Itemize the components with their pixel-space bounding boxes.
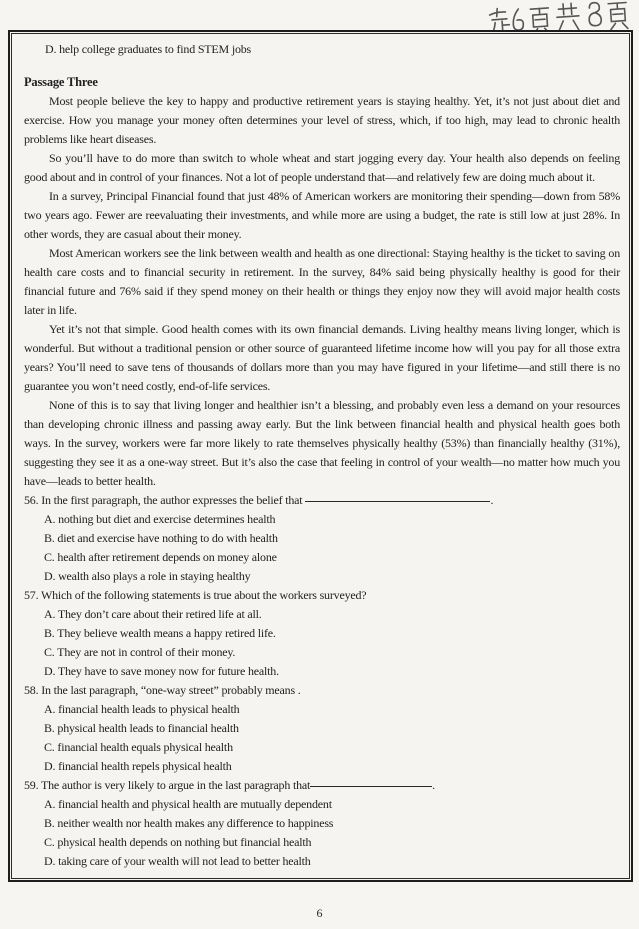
question-58 (24, 681, 620, 776)
passage-paragraph-2: So you’ll have to do more than switch to whole wheat and start jogging every day. Your health also depends on feeling good about and in control of your finances. Not a lot of people understand that—and relatively few are doing much about it. (24, 151, 620, 184)
question-57 (24, 586, 620, 681)
question-56-stem-text: 56. In the first paragraph, the author expresses the belief that (24, 493, 303, 507)
page-border-frame (8, 30, 633, 882)
question-59 (24, 776, 620, 871)
page-content (24, 40, 620, 871)
question-59-option-d: D. taking care of your wealth will not lead to better health (44, 854, 311, 868)
passage-paragraph-1: Most people believe the key to happy and productive retirement years is staying healthy. Yet, it’s not just about diet and exercise. How you manage your money often determines your level of stress, which, if too high, may lead to chronic health problems like heart diseases. (24, 94, 620, 146)
question-58-stem: 58. In the last paragraph, “one-way street” probably means . (24, 683, 301, 697)
page-number: 6 (316, 906, 323, 920)
passage-paragraph-6: None of this is to say that living longer and healthier isn’t a blessing, and probably even less a demand on your resources than developing chronic illness and passing away early. But the link between financial health and physical health goes both ways. In the survey, workers were far more likely to rate themselves physically healthy (53%) than financially healthy (31%), suggesting they see it as a one-way street. But it’s also the case that feeling in control of your wealth—no matter how much you have—leads to better health. (24, 398, 620, 488)
passage-paragraph-5: Yet it’s not that simple. Good health comes with its own financial demands. Living healthy means living longer, which is wonderful. But without a traditional pension or other source of guaranteed lifetime income how will you pay for all those extra years? You’ll need to save tens of thousands of dollars more than you may have figured in your lifetime—and still there is no guarantee you won’t need costly, end-of-life services. (24, 322, 620, 393)
question-59-option-a: A. financial health and physical health are mutually dependent (44, 797, 332, 811)
question-57-option-a: A. They don’t care about their retired life at all. (44, 607, 262, 621)
question-57-option-d: D. They have to save money now for future health. (44, 664, 279, 678)
fill-in-blank-line (310, 786, 432, 787)
question-57-option-c: C. They are not in control of their money. (44, 645, 236, 659)
question-59-stem-text: 59. The author is very likely to argue in the last paragraph that (24, 778, 311, 792)
question-58-option-a: A. financial health leads to physical health (44, 702, 240, 716)
page-border-frame-inner (11, 33, 630, 879)
question-56-tail: . (490, 493, 494, 507)
question-56-option-b: B. diet and exercise have nothing to do with health (44, 531, 278, 545)
question-57-option-b: B. They believe wealth means a happy retired life. (44, 626, 276, 640)
question-59-option-c: C. physical health depends on nothing but financial health (44, 835, 312, 849)
question-56-option-c: C. health after retirement depends on money alone (44, 550, 277, 564)
question-58-option-b: B. physical health leads to financial health (44, 721, 239, 735)
question-56-option-d: D. wealth also plays a role in staying healthy (44, 569, 251, 583)
fill-in-blank-line (305, 501, 490, 502)
question-56-stem (24, 491, 620, 510)
question-56 (24, 491, 620, 586)
passage-paragraph-4: Most American workers see the link between wealth and health as one directional: Staying healthy is the ticket to saving on health care costs and to financial security in retirement. In the survey, 84% said being physically healthy is good for their financial future and 76% said if they spend money on their health or things they enjoy now they will avoid major health costs later in life. (24, 246, 620, 317)
question-57-stem: 57. Which of the following statements is true about the workers surveyed? (24, 588, 367, 602)
passage-title: Passage Three (24, 75, 98, 89)
question-59-stem (24, 776, 620, 795)
spacer (24, 59, 620, 73)
passage-paragraph-3: In a survey, Principal Financial found that just 48% of American workers are monitoring their spending—down from 58% two years ago. Fewer are reevaluating their investments, and while more are using a budget, the rate is still low at just 28%. In other words, they are casual about their money. (24, 189, 620, 241)
question-56-option-a: A. nothing but diet and exercise determines health (44, 512, 276, 526)
question-59-option-b: B. neither wealth nor health makes any difference to happiness (44, 816, 334, 830)
previous-question-option-d: D. help college graduates to find STEM jobs (45, 42, 252, 56)
question-58-option-c: C. financial health equals physical health (44, 740, 233, 754)
question-59-tail: . (432, 778, 435, 792)
question-58-option-d: D. financial health repels physical health (44, 759, 232, 773)
